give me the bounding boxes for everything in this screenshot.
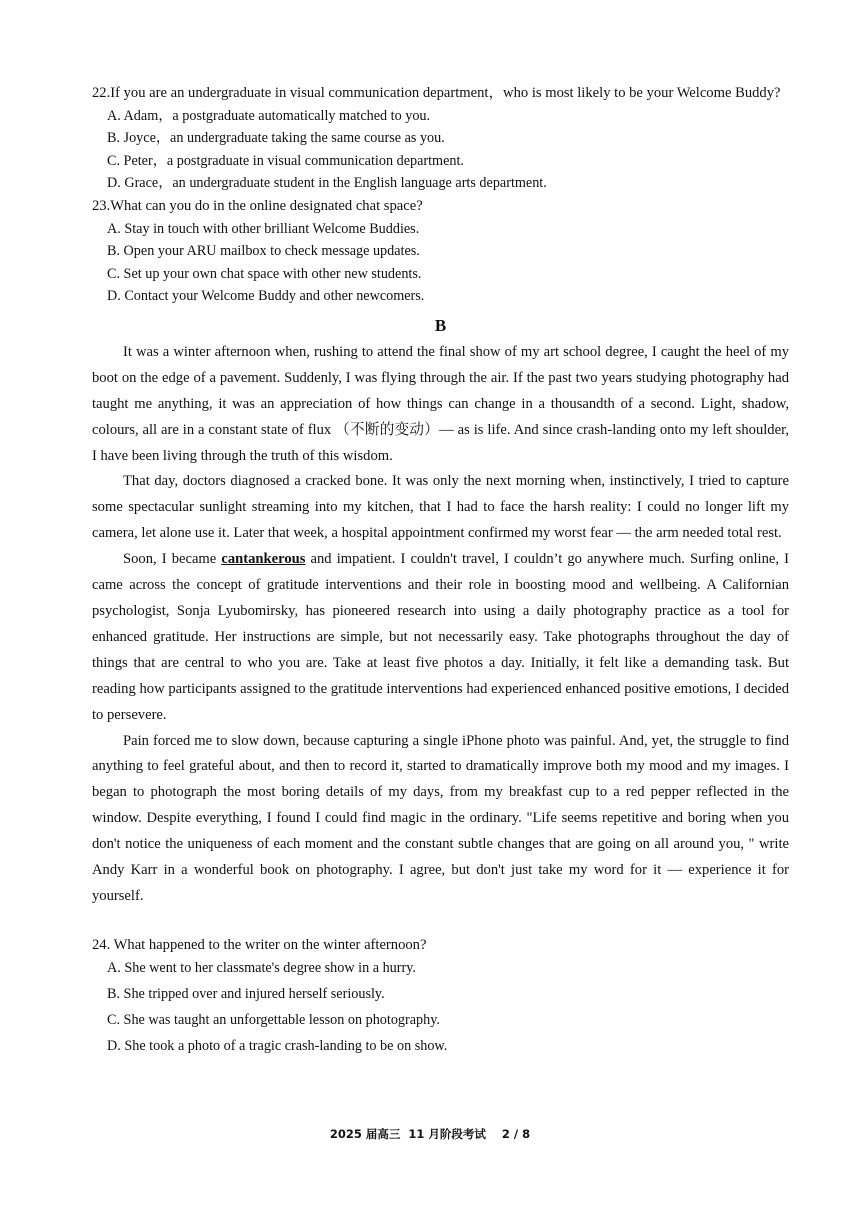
question-24-option-a: A. She went to her classmate's degree show in a hurry. bbox=[107, 960, 416, 977]
paragraph-3-lead: Soon, I became bbox=[123, 551, 222, 568]
question-24-option-b: B. She tripped over and injured herself seriously. bbox=[107, 986, 385, 1003]
question-24-option-d: D. She took a photo of a tragic crash-landing to be on show. bbox=[107, 1038, 448, 1055]
underlined-keyword: cantankerous bbox=[221, 551, 306, 568]
question-23-option-b: B. Open your ARU mailbox to check message updates. bbox=[107, 243, 420, 260]
passage-paragraph-1: It was a winter afternoon when, rushing to attend the final show of my art school degree, I caught the heel of my boot on the edge of a pavement. Suddenly, I was flying through the air. If the past two years studying photography had taught me anything, it was an appreciation of how things can change in a thousandth of a second. Light, shadow, colours, all are in a constant state of flux （不断的变动）— as is life. And since crash-landing onto my left shoulder, I have been living through the truth of this wisdom. bbox=[92, 343, 789, 464]
question-23-option-c: C. Set up your own chat space with other new students. bbox=[107, 265, 422, 282]
question-22-stem: 22.If you are an undergraduate in visual communication department，who is most likely to be your Welcome Buddy? bbox=[92, 85, 781, 101]
footer-exam-title: 2025 届高三 11 月阶段考试 bbox=[329, 1127, 486, 1141]
spacer bbox=[92, 910, 789, 934]
exam-page bbox=[92, 82, 789, 1060]
paragraph-3-rest: and impatient. I couldn't travel, I couldn’t go anywhere much. Surfing online, I came across the concept of gratitude interventions and their role in boosting mood and wellbeing. A Californian psychologist, Sonja Lyubomirsky, has pioneered research into using a daily photography practice as a tool for enhanced gratitude. Her instructions are simple, but not necessarily easy. Take photographs throughout the day of things that are central to who you are. Take at least five photos a day. Initially, it felt like a demanding task. But reading how participants assigned to the gratitude interventions had experienced enhanced positive emotions, I decided to persevere. bbox=[92, 551, 789, 723]
question-22-option-c: C. Peter，a postgraduate in visual communication department. bbox=[107, 152, 464, 169]
question-22-option-a: A. Adam，a postgraduate automatically matched to you. bbox=[107, 107, 431, 124]
question-24-option-c: C. She was taught an unforgettable lesson on photography. bbox=[107, 1012, 440, 1029]
section-b-title: B bbox=[434, 315, 447, 335]
question-23-stem: 23.What can you do in the online designated chat space? bbox=[92, 197, 423, 214]
question-24-stem: 24. What happened to the writer on the winter afternoon? bbox=[92, 936, 427, 953]
question-23-option-a: A. Stay in touch with other brilliant Welcome Buddies. bbox=[107, 220, 420, 237]
question-23-option-d: D. Contact your Welcome Buddy and other newcomers. bbox=[107, 288, 425, 305]
question-22-option-b: B. Joyce，an undergraduate taking the same course as you. bbox=[107, 130, 445, 147]
footer-page-number: 2 / 8 bbox=[501, 1127, 531, 1141]
passage-paragraph-4: Pain forced me to slow down, because capturing a single iPhone photo was painful. And, yet, the struggle to find anything to feel grateful about, and then to record it, started to dramatically improve both my mood and my images. I began to photograph the most boring details of my days, from my breakfast cup to a red pepper reflected in the window. Despite everything, I found I could find magic in the ordinary. "Life seems repetitive and boring when you don't notice the uniqueness of each moment and the constant subtle changes that are going on all around you, " write Andy Karr in a wonderful book on photography. I agree, but don't just take my word for it — experience it for yourself. bbox=[92, 732, 789, 904]
page-footer bbox=[0, 1126, 860, 1142]
passage-paragraph-3 bbox=[92, 547, 789, 728]
passage-paragraph-2: That day, doctors diagnosed a cracked bone. It was only the next morning when, instinctively, I tried to capture some spectacular sunlight streaming into my kitchen, that I had to face the harsh reality: I could no longer lift my camera, let alone use it. Later that week, a hospital appointment confirmed my worst fear — the arm needed total rest. bbox=[92, 473, 789, 542]
question-22-option-d: D. Grace，an undergraduate student in the English language arts department. bbox=[107, 175, 547, 192]
